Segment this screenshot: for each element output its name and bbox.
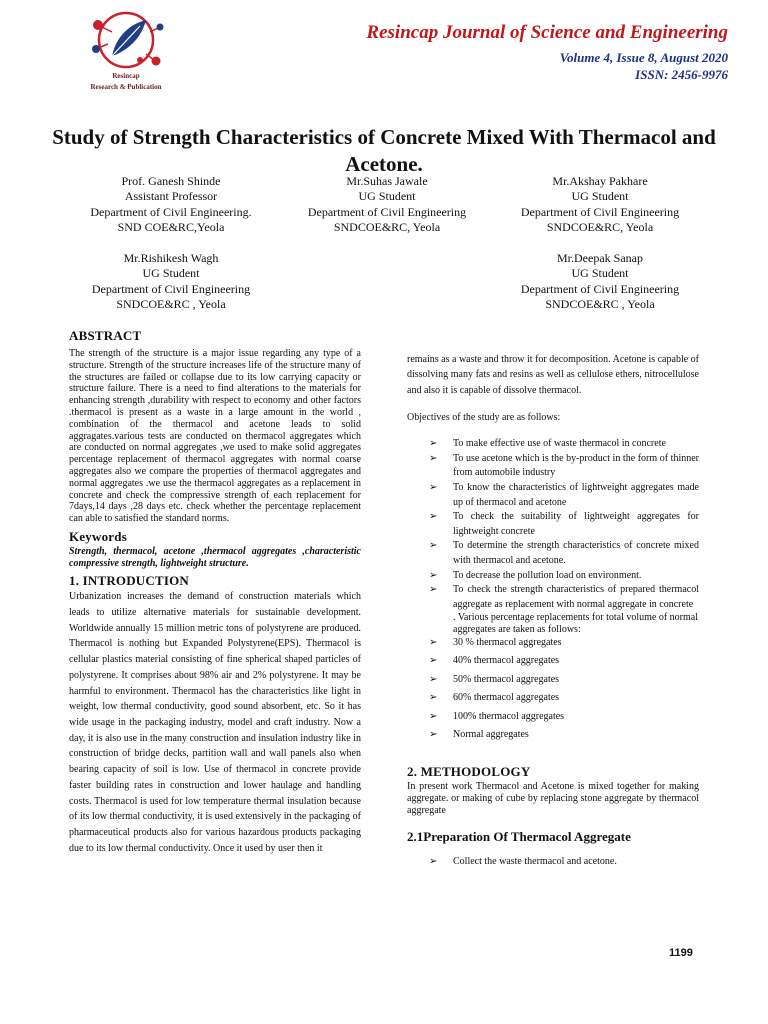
logo-subtitle: Research & Publication <box>90 83 162 91</box>
list-item: ➢ 100% thermacol aggregates <box>429 710 565 722</box>
author-dept: Department of Civil Engineering. <box>90 204 252 219</box>
list-item: ➢ 30 % thermacol aggregates <box>429 636 562 648</box>
replacement-note: . Various percentage replacements for total volume of normal aggregates are taken as follows: <box>453 612 699 635</box>
author-name: Mr.Deepak Sanap <box>557 251 643 265</box>
author-dept: Department of Civil Engineering <box>520 281 680 296</box>
preparation-heading: 2.1Preparation Of Thermacol Aggregate <box>407 828 631 844</box>
author-block <box>495 174 705 235</box>
preparation-steps <box>407 855 699 870</box>
list-item: ➢ To decrease the pollution load on environment. <box>407 569 699 584</box>
journal-volume: Volume 4, Issue 8, August 2020 <box>559 50 728 65</box>
list-item: ➢ Normal aggregates <box>429 729 529 741</box>
list-item: ➢ To check the suitability of lightweight aggregates for lightweight concrete <box>429 511 699 537</box>
list-item: ➢ To use acetone which is the by-product in the form of thinner from automobile industry <box>429 452 699 479</box>
author-dept: Department of Civil Engineering <box>91 281 251 296</box>
arrow-bullet-icon: ➢ <box>429 584 438 596</box>
list-item: ➢ To check the strength characteristics of prepared thermacol aggregate as replacement with normal aggregate in concrete <box>429 584 699 610</box>
list-item: ➢ To make effective use of waste thermacol in concrete <box>407 437 699 452</box>
author-college: SND COE&RC,Yeola <box>117 219 225 234</box>
introduction-heading: 1. INTRODUCTION <box>69 573 190 589</box>
arrow-bullet-icon: ➢ <box>429 481 438 493</box>
author-role: UG Student <box>571 189 629 204</box>
objectives-intro: Objectives of the study are as follows: <box>407 411 561 423</box>
molecule-leaf-logo-icon <box>82 8 170 72</box>
arrow-bullet-icon: ➢ <box>429 710 438 722</box>
author-role: Assistant Professor <box>124 189 218 204</box>
list-item: ➢ 40% thermacol aggregates <box>429 655 560 667</box>
abstract-text: The strength of the structure is a major issue regarding any type of a structure. Strength of the structure increases life of the structure many of the structures are failed or collapse due to its low carrying capacity or structure failure. There is a need to find alterations to the materials for enhancing strength ,durability with respect to economy and other factors .thermacol is present as a waste in a large amount in the world , combination of the thermacol and acetone leads to solid aggragates.various tests are conducted on thermacol aggregates which are conducted on normal aggregates ,we used to make solid aggregates percentage replacement of thermacol aggregates with normal coarse aggregates also we compare the properties of thermacol aggregates and normal aggregates .we use the thermacol aggregates as a replacement in concrete and check the compressive strength of each replacement for 7days,14 days ,28 days etc. check whether the percentage replacement can able to satisfied the standard norms. <box>69 348 361 525</box>
author-name: Mr.Akshay Pakhare <box>552 174 648 188</box>
keywords-text: Strength, thermacol, acetone ,thermacol aggregates ,characteristic compressive strength, lightweight structure. <box>69 545 361 570</box>
arrow-bullet-icon: ➢ <box>429 855 438 867</box>
author-dept: Department of Civil Engineering <box>307 204 467 219</box>
keywords-heading: Keywords <box>69 528 127 544</box>
objectives-list <box>407 437 699 612</box>
page-number: 1199 <box>669 947 693 959</box>
author-dept: Department of Civil Engineering <box>520 204 680 219</box>
author-college: SNDCOE&RC, Yeola <box>546 219 654 234</box>
author-block <box>66 174 276 235</box>
abstract-heading: ABSTRACT <box>69 328 142 343</box>
author-name: Mr.Rishikesh Wagh <box>123 251 219 265</box>
journal-name: Resincap Journal of Science and Engineering <box>366 22 728 43</box>
arrow-bullet-icon: ➢ <box>429 729 438 741</box>
journal-logo <box>78 8 176 96</box>
introduction-text: Urbanization increases the demand of construction materials which leads to utilize alternative materials for sustainable development. Worldwide annually 15 million metric tons of polystyrene are produced. Thermacol is nothing but Expanded Polystyrene(EPS). Thermacol is cellular plastics material consisting of fine spherical shaped particles of polystyrene. It comprises about 98% air and 2% polystyrene. It may be harmful to environment. Thermacol has the characteristics like light in weight, low thermal conductivity, good sound absorbent, etc. So it has wide usage in the packaging industry, model and craft industry. Now a day, it is also use in the many construction and insulation industry like in construction of bridge decks, partition wall and wall panels also when bearing capacity of soil is low. Use of thermacol in concrete provide faster building rates in construction and lower haulage and handling costs. Thermacol is used for low temperature thermal insulation because of its low thermal conductivity, it is used extensively in the packaging of pharmaceutical products also for various hazardous products packaging due to its low thermal conductivity. Once it used by user then it <box>69 591 361 854</box>
arrow-bullet-icon: ➢ <box>429 540 438 552</box>
arrow-bullet-icon: ➢ <box>429 569 438 581</box>
arrow-bullet-icon: ➢ <box>429 452 438 464</box>
author-role: UG Student <box>571 266 629 281</box>
methodology-text: In present work Thermacol and Acetone is mixed together for making aggregate. or making of cube by replacing stone aggregate by thermacol aggregate <box>407 781 699 817</box>
list-item: ➢ 60% thermacol aggregates <box>429 692 560 704</box>
author-college: SNDCOE&RC, Yeola <box>333 219 441 234</box>
right-column <box>407 352 699 869</box>
list-item: ➢ To determine the strength characteristics of concrete mixed with thermacol and acetone. <box>429 540 699 566</box>
author-role: UG Student <box>358 189 416 204</box>
author-block <box>495 251 705 312</box>
list-item: ➢ Collect the waste thermacol and acetone. <box>407 855 699 870</box>
author-college: SNDCOE&RC , Yeola <box>545 296 655 311</box>
arrow-bullet-icon: ➢ <box>429 673 438 685</box>
journal-issn: ISSN: 2456-9976 <box>635 67 728 82</box>
author-name: Mr.Suhas Jawale <box>346 174 428 188</box>
methodology-heading: 2. METHODOLOGY <box>407 764 531 780</box>
list-item: ➢ To know the characteristics of lightweight aggregates made up of thermacol and acetone <box>429 481 699 508</box>
arrow-bullet-icon: ➢ <box>429 655 438 667</box>
left-column <box>69 328 361 856</box>
paper-title: Study of Strength Characteristics of Concrete Mixed With Thermacol and Acetone. <box>52 125 716 176</box>
author-block <box>66 251 276 312</box>
arrow-bullet-icon: ➢ <box>429 692 438 704</box>
author-role: UG Student <box>142 266 200 281</box>
list-item: ➢ 50% thermacol aggregates <box>429 673 560 685</box>
author-college: SNDCOE&RC , Yeola <box>116 296 226 311</box>
continuation-text: remains as a waste and throw it for decomposition. Acetone is capable of dissolving many fats and resins as well as cellulose ethers, nitrocellulose and also it is capable of dissolve thermacol. <box>407 354 699 396</box>
author-block <box>282 174 492 235</box>
replacement-list <box>407 636 699 743</box>
author-name: Prof. Ganesh Shinde <box>121 174 221 188</box>
arrow-bullet-icon: ➢ <box>429 636 438 648</box>
arrow-bullet-icon: ➢ <box>429 438 438 450</box>
arrow-bullet-icon: ➢ <box>429 511 438 523</box>
logo-name: Resincap <box>112 72 140 80</box>
